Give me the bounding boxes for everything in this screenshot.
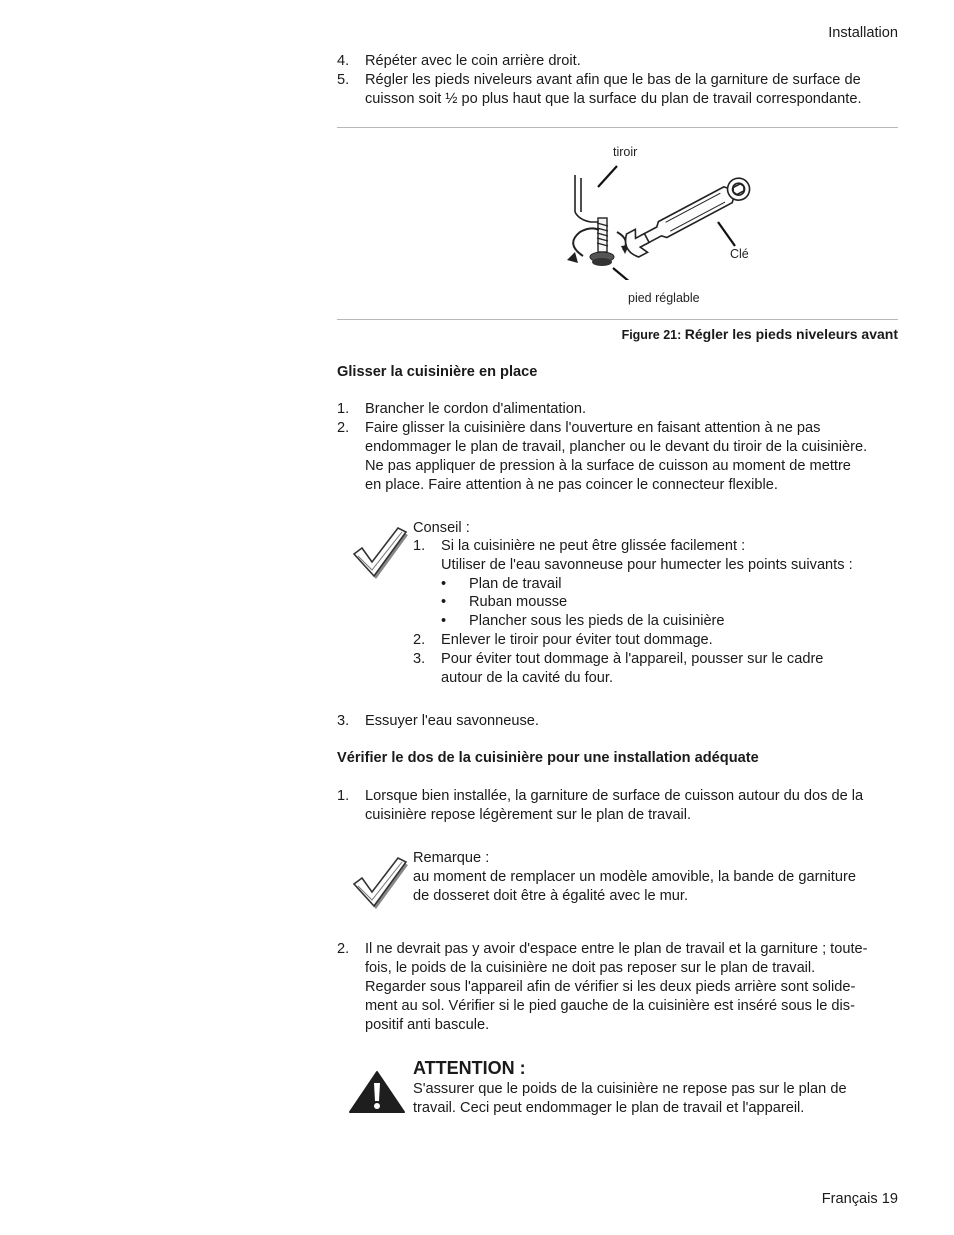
step-number: 2. [337,420,350,436]
section-heading-verify-back: Vérifier le dos de la cuisinière pour une installation adéquate [337,750,759,766]
page-header-section: Installation [828,25,898,41]
checkmark-note-icon [348,524,408,580]
note-text: au moment de remplacer un modèle amovible, la bande de garniture de dosseret doit être à égalité avec le mur. [413,869,856,904]
attention-text: S'assurer que le poids de la cuisinière ne repose pas sur le plan de travail. Ceci peut endommager le plan de travail et l'appareil. [413,1081,847,1116]
tip-bullet-item: Ruban mousse [469,594,568,610]
bullet-symbol: • [441,576,447,592]
warning-triangle-icon [348,1070,406,1114]
tip-number: 2. [413,632,426,648]
tip-bullet-item: Plancher sous les pieds de la cuisinière [469,613,725,629]
bullet-symbol: • [441,594,447,610]
tip-text: Pour éviter tout dommage à l'appareil, pousser sur le cadre autour de la cavité du four. [441,651,824,686]
foot-pointer [613,268,637,280]
tip-bullet-item: Plan de travail [469,576,562,592]
drawer-pointer [598,166,617,187]
figure-caption [622,325,898,345]
section-heading-slide-in: Glisser la cuisinière en place [337,364,538,380]
figure-label-foot: pied réglable [628,291,700,305]
page-footer-number: Français 19 [821,1191,898,1207]
figure-top-rule [337,127,898,128]
step-number: 4. [337,53,350,69]
threaded-leg [597,218,608,252]
step-text: Brancher le cordon d'alimentation. [365,401,587,417]
drawer-outline [575,175,605,222]
attention-title: ATTENTION : [413,1058,526,1078]
figure-label-drawer: tiroir [613,145,638,159]
step-number: 2. [337,941,350,957]
step-number: 3. [337,713,350,729]
foot-nut [590,252,614,266]
tip-number: 3. [413,651,426,667]
wrench-pointer [718,222,735,246]
step-text: Faire glisser la cuisinière dans l'ouverture en faisant attention à ne pas endommager le plan de travail, plancher ou le devant du tiroir de la cuisinière. Ne pas appliquer de pression à la surface de cuisson au moment de mettre en place. Faire attention à ne pas coincer le connecteur flexible. [365,420,868,493]
tip-text: Si la cuisinière ne peut être glissée facilement : Utiliser de l'eau savonneuse pour humecter les points suivants : [441,538,853,573]
step-text: Répéter avec le coin arrière droit. [365,53,581,69]
figure-bottom-rule [337,319,898,320]
tip-label: Conseil : [413,520,470,536]
step-text: Régler les pieds niveleurs avant afin que le bas de la garniture de surface de cuisson soit ½ po plus haut que la surface du plan de travail correspondante. [365,72,862,107]
step-text: Il ne devrait pas y avoir d'espace entre le plan de travail et la garniture ; toute- fois, le poids de la cuisinière ne doit pas reposer sur le plan de travail. Regarder sous l'appareil afin de vérifier si les deux pieds arrière sont solide- ment au sol. Vérifier si le pied gauche de la cuisinière est inséré sous le dis- positif anti bascule. [365,941,868,1033]
bullet-symbol: • [441,613,447,629]
step-number: 1. [337,401,350,417]
step-number: 5. [337,72,350,88]
step-text: Essuyer l'eau savonneuse. [365,713,539,729]
step-text: Lorsque bien installée, la garniture de surface de cuisson autour du dos de la cuisinière repose légèrement sur le plan de travail. [365,788,864,823]
step-number: 1. [337,788,350,804]
tip-text: Enlever le tiroir pour éviter tout dommage. [441,632,713,648]
note-label: Remarque : [413,850,490,866]
figure-caption-text: Régler les pieds niveleurs avant [684,326,898,342]
figure-label-wrench: Clé [730,247,749,261]
figure-caption-prefix: Figure 21: [621,328,685,342]
tip-number: 1. [413,538,426,554]
checkmark-note-icon [348,854,408,910]
